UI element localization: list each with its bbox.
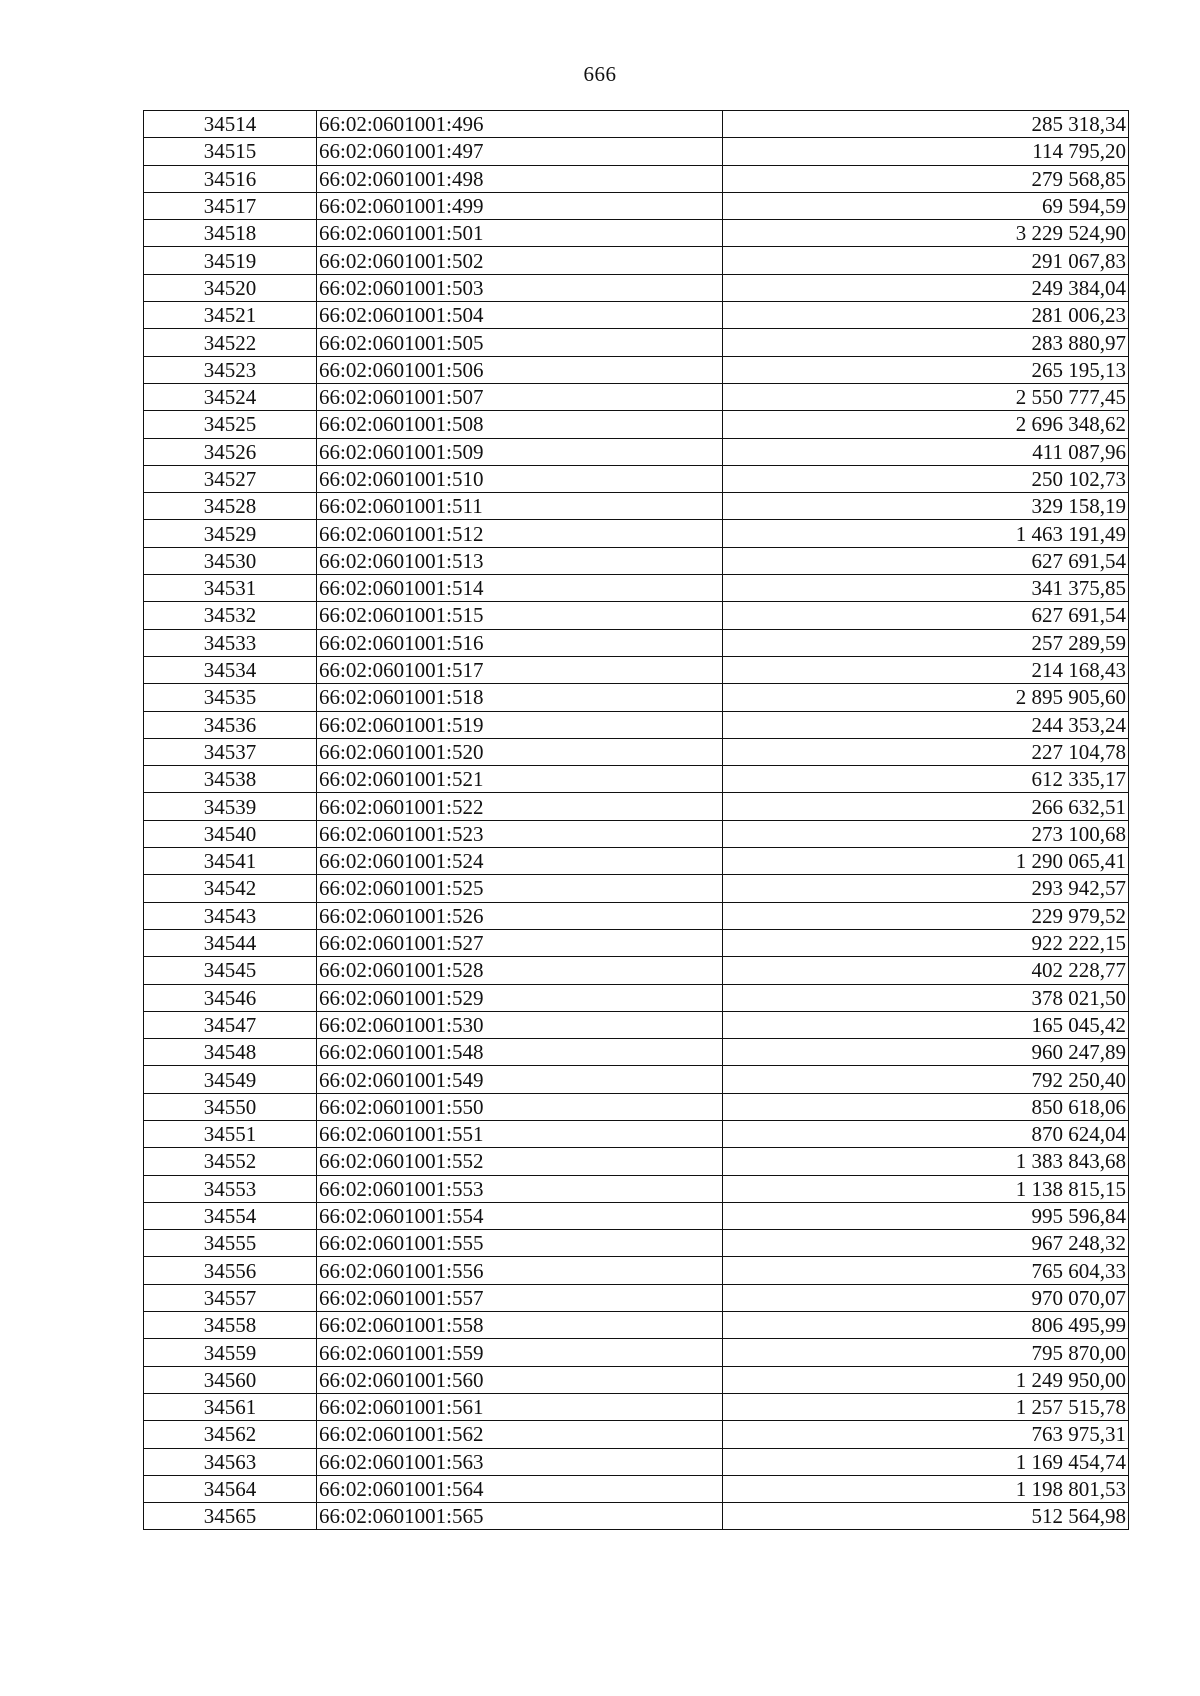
- row-number-cell: 34528: [144, 493, 317, 520]
- cadastral-value-cell: 627 691,54: [723, 602, 1129, 629]
- table-row: [144, 411, 1129, 438]
- cadastral-value-cell: 283 880,97: [723, 329, 1129, 356]
- table-row: [144, 875, 1129, 902]
- cadastral-number-cell: 66:02:0601001:509: [317, 438, 723, 465]
- cadastral-value-cell: 249 384,04: [723, 274, 1129, 301]
- table-row: [144, 984, 1129, 1011]
- cadastral-value-cell: 285 318,34: [723, 111, 1129, 138]
- cadastral-number-cell: 66:02:0601001:520: [317, 738, 723, 765]
- table-row: [144, 1039, 1129, 1066]
- row-number-cell: 34550: [144, 1093, 317, 1120]
- table-row: [144, 1284, 1129, 1311]
- cadastral-number-cell: 66:02:0601001:551: [317, 1120, 723, 1147]
- row-number-cell: 34548: [144, 1039, 317, 1066]
- cadastral-number-cell: 66:02:0601001:501: [317, 220, 723, 247]
- cadastral-number-cell: 66:02:0601001:526: [317, 902, 723, 929]
- cadastral-number-cell: 66:02:0601001:518: [317, 684, 723, 711]
- cadastral-number-cell: 66:02:0601001:510: [317, 465, 723, 492]
- cadastral-number-cell: 66:02:0601001:527: [317, 929, 723, 956]
- cadastral-number-cell: 66:02:0601001:556: [317, 1257, 723, 1284]
- table-row: [144, 302, 1129, 329]
- table-row: [144, 383, 1129, 410]
- row-number-cell: 34544: [144, 929, 317, 956]
- table-row: [144, 1312, 1129, 1339]
- table-row: [144, 1230, 1129, 1257]
- cadastral-number-cell: 66:02:0601001:552: [317, 1148, 723, 1175]
- cadastral-value-cell: 1 383 843,68: [723, 1148, 1129, 1175]
- cadastral-value-cell: 970 070,07: [723, 1284, 1129, 1311]
- cadastral-value-cell: 1 198 801,53: [723, 1475, 1129, 1502]
- cadastral-value-cell: 257 289,59: [723, 629, 1129, 656]
- cadastral-number-cell: 66:02:0601001:505: [317, 329, 723, 356]
- cadastral-number-cell: 66:02:0601001:512: [317, 520, 723, 547]
- cadastral-number-cell: 66:02:0601001:523: [317, 820, 723, 847]
- table-row: [144, 1421, 1129, 1448]
- cadastral-number-cell: 66:02:0601001:503: [317, 274, 723, 301]
- cadastral-number-cell: 66:02:0601001:498: [317, 165, 723, 192]
- cadastral-number-cell: 66:02:0601001:502: [317, 247, 723, 274]
- cadastral-value-cell: 1 249 950,00: [723, 1366, 1129, 1393]
- cadastral-value-cell: 214 168,43: [723, 656, 1129, 683]
- cadastral-value-cell: 165 045,42: [723, 1011, 1129, 1038]
- cadastral-number-cell: 66:02:0601001:553: [317, 1175, 723, 1202]
- table-body: [144, 111, 1129, 1530]
- table-row: [144, 1148, 1129, 1175]
- cadastral-value-cell: 244 353,24: [723, 711, 1129, 738]
- row-number-cell: 34516: [144, 165, 317, 192]
- table-row: [144, 547, 1129, 574]
- cadastral-number-cell: 66:02:0601001:507: [317, 383, 723, 410]
- table-row: [144, 1448, 1129, 1475]
- cadastral-number-cell: 66:02:0601001:522: [317, 793, 723, 820]
- table-row: [144, 356, 1129, 383]
- row-number-cell: 34556: [144, 1257, 317, 1284]
- cadastral-number-cell: 66:02:0601001:513: [317, 547, 723, 574]
- table-row: [144, 1339, 1129, 1366]
- row-number-cell: 34514: [144, 111, 317, 138]
- cadastral-value-cell: 273 100,68: [723, 820, 1129, 847]
- cadastral-value-cell: 411 087,96: [723, 438, 1129, 465]
- cadastral-value-cell: 265 195,13: [723, 356, 1129, 383]
- table-row: [144, 848, 1129, 875]
- cadastral-value-cell: 281 006,23: [723, 302, 1129, 329]
- cadastral-number-cell: 66:02:0601001:562: [317, 1421, 723, 1448]
- table-row: [144, 902, 1129, 929]
- row-number-cell: 34542: [144, 875, 317, 902]
- cadastral-number-cell: 66:02:0601001:554: [317, 1202, 723, 1229]
- cadastral-number-cell: 66:02:0601001:561: [317, 1393, 723, 1420]
- row-number-cell: 34554: [144, 1202, 317, 1229]
- row-number-cell: 34552: [144, 1148, 317, 1175]
- table-row: [144, 438, 1129, 465]
- cadastral-value-cell: 2 696 348,62: [723, 411, 1129, 438]
- cadastral-number-cell: 66:02:0601001:517: [317, 656, 723, 683]
- cadastral-value-cell: 1 138 815,15: [723, 1175, 1129, 1202]
- cadastral-value-cell: 763 975,31: [723, 1421, 1129, 1448]
- cadastral-value-cell: 2 550 777,45: [723, 383, 1129, 410]
- cadastral-value-cell: 1 463 191,49: [723, 520, 1129, 547]
- table-row: [144, 656, 1129, 683]
- cadastral-value-cell: 850 618,06: [723, 1093, 1129, 1120]
- cadastral-number-cell: 66:02:0601001:549: [317, 1066, 723, 1093]
- row-number-cell: 34536: [144, 711, 317, 738]
- row-number-cell: 34543: [144, 902, 317, 929]
- row-number-cell: 34525: [144, 411, 317, 438]
- cadastral-number-cell: 66:02:0601001:514: [317, 575, 723, 602]
- row-number-cell: 34533: [144, 629, 317, 656]
- cadastral-number-cell: 66:02:0601001:496: [317, 111, 723, 138]
- cadastral-value-cell: 3 229 524,90: [723, 220, 1129, 247]
- cadastral-number-cell: 66:02:0601001:508: [317, 411, 723, 438]
- table-row: [144, 1175, 1129, 1202]
- cadastral-value-cell: 329 158,19: [723, 493, 1129, 520]
- table-row: [144, 629, 1129, 656]
- cadastral-value-cell: 512 564,98: [723, 1503, 1129, 1530]
- table-row: [144, 247, 1129, 274]
- cadastral-value-cell: 612 335,17: [723, 766, 1129, 793]
- table-row: [144, 1011, 1129, 1038]
- cadastral-number-cell: 66:02:0601001:525: [317, 875, 723, 902]
- cadastral-number-cell: 66:02:0601001:528: [317, 957, 723, 984]
- table-row: [144, 1257, 1129, 1284]
- table-row: [144, 329, 1129, 356]
- cadastral-value-cell: 1 169 454,74: [723, 1448, 1129, 1475]
- row-number-cell: 34537: [144, 738, 317, 765]
- cadastral-number-cell: 66:02:0601001:563: [317, 1448, 723, 1475]
- cadastral-value-cell: 960 247,89: [723, 1039, 1129, 1066]
- row-number-cell: 34540: [144, 820, 317, 847]
- table-row: [144, 766, 1129, 793]
- row-number-cell: 34565: [144, 1503, 317, 1530]
- row-number-cell: 34561: [144, 1393, 317, 1420]
- cadastral-value-cell: 266 632,51: [723, 793, 1129, 820]
- table-row: [144, 274, 1129, 301]
- cadastral-value-cell: 378 021,50: [723, 984, 1129, 1011]
- row-number-cell: 34523: [144, 356, 317, 383]
- cadastral-value-cell: 627 691,54: [723, 547, 1129, 574]
- row-number-cell: 34535: [144, 684, 317, 711]
- table-row: [144, 1120, 1129, 1147]
- row-number-cell: 34560: [144, 1366, 317, 1393]
- row-number-cell: 34555: [144, 1230, 317, 1257]
- row-number-cell: 34522: [144, 329, 317, 356]
- table-row: [144, 1393, 1129, 1420]
- table-row: [144, 220, 1129, 247]
- table-row: [144, 793, 1129, 820]
- cadastral-number-cell: 66:02:0601001:519: [317, 711, 723, 738]
- cadastral-value-cell: 293 942,57: [723, 875, 1129, 902]
- row-number-cell: 34539: [144, 793, 317, 820]
- cadastral-number-cell: 66:02:0601001:565: [317, 1503, 723, 1530]
- cadastral-number-cell: 66:02:0601001:504: [317, 302, 723, 329]
- cadastral-number-cell: 66:02:0601001:558: [317, 1312, 723, 1339]
- row-number-cell: 34529: [144, 520, 317, 547]
- cadastral-number-cell: 66:02:0601001:516: [317, 629, 723, 656]
- table-row: [144, 929, 1129, 956]
- cadastral-value-cell: 922 222,15: [723, 929, 1129, 956]
- table-row: [144, 738, 1129, 765]
- table-row: [144, 1093, 1129, 1120]
- row-number-cell: 34527: [144, 465, 317, 492]
- table-row: [144, 465, 1129, 492]
- cadastral-value-cell: 402 228,77: [723, 957, 1129, 984]
- cadastral-value-cell: 765 604,33: [723, 1257, 1129, 1284]
- cadastral-value-table: [143, 110, 1129, 1530]
- table-row: [144, 1503, 1129, 1530]
- row-number-cell: 34547: [144, 1011, 317, 1038]
- cadastral-number-cell: 66:02:0601001:515: [317, 602, 723, 629]
- row-number-cell: 34563: [144, 1448, 317, 1475]
- cadastral-value-cell: 995 596,84: [723, 1202, 1129, 1229]
- table-row: [144, 711, 1129, 738]
- cadastral-value-cell: 114 795,20: [723, 138, 1129, 165]
- table-row: [144, 1475, 1129, 1502]
- cadastral-value-cell: 1 257 515,78: [723, 1393, 1129, 1420]
- cadastral-number-cell: 66:02:0601001:530: [317, 1011, 723, 1038]
- row-number-cell: 34517: [144, 192, 317, 219]
- row-number-cell: 34541: [144, 848, 317, 875]
- cadastral-value-cell: 229 979,52: [723, 902, 1129, 929]
- row-number-cell: 34534: [144, 656, 317, 683]
- row-number-cell: 34545: [144, 957, 317, 984]
- cadastral-number-cell: 66:02:0601001:521: [317, 766, 723, 793]
- table-row: [144, 192, 1129, 219]
- cadastral-number-cell: 66:02:0601001:499: [317, 192, 723, 219]
- cadastral-number-cell: 66:02:0601001:529: [317, 984, 723, 1011]
- row-number-cell: 34559: [144, 1339, 317, 1366]
- row-number-cell: 34531: [144, 575, 317, 602]
- row-number-cell: 34562: [144, 1421, 317, 1448]
- cadastral-number-cell: 66:02:0601001:559: [317, 1339, 723, 1366]
- table-row: [144, 165, 1129, 192]
- row-number-cell: 34515: [144, 138, 317, 165]
- row-number-cell: 34521: [144, 302, 317, 329]
- table-row: [144, 684, 1129, 711]
- table-row: [144, 820, 1129, 847]
- row-number-cell: 34549: [144, 1066, 317, 1093]
- cadastral-value-cell: 291 067,83: [723, 247, 1129, 274]
- cadastral-value-cell: 250 102,73: [723, 465, 1129, 492]
- cadastral-value-table-container: [143, 110, 1129, 1530]
- cadastral-number-cell: 66:02:0601001:557: [317, 1284, 723, 1311]
- cadastral-value-cell: 967 248,32: [723, 1230, 1129, 1257]
- cadastral-number-cell: 66:02:0601001:524: [317, 848, 723, 875]
- row-number-cell: 34557: [144, 1284, 317, 1311]
- table-row: [144, 1202, 1129, 1229]
- cadastral-number-cell: 66:02:0601001:506: [317, 356, 723, 383]
- page-number: 666: [583, 62, 617, 86]
- cadastral-number-cell: 66:02:0601001:560: [317, 1366, 723, 1393]
- cadastral-value-cell: 792 250,40: [723, 1066, 1129, 1093]
- table-row: [144, 493, 1129, 520]
- row-number-cell: 34520: [144, 274, 317, 301]
- row-number-cell: 34530: [144, 547, 317, 574]
- cadastral-number-cell: 66:02:0601001:550: [317, 1093, 723, 1120]
- row-number-cell: 34518: [144, 220, 317, 247]
- cadastral-value-cell: 2 895 905,60: [723, 684, 1129, 711]
- cadastral-number-cell: 66:02:0601001:511: [317, 493, 723, 520]
- cadastral-value-cell: 1 290 065,41: [723, 848, 1129, 875]
- cadastral-value-cell: 279 568,85: [723, 165, 1129, 192]
- table-row: [144, 520, 1129, 547]
- table-row: [144, 957, 1129, 984]
- table-row: [144, 602, 1129, 629]
- cadastral-value-cell: 227 104,78: [723, 738, 1129, 765]
- table-row: [144, 575, 1129, 602]
- row-number-cell: 34553: [144, 1175, 317, 1202]
- table-row: [144, 111, 1129, 138]
- row-number-cell: 34558: [144, 1312, 317, 1339]
- cadastral-number-cell: 66:02:0601001:497: [317, 138, 723, 165]
- row-number-cell: 34546: [144, 984, 317, 1011]
- table-row: [144, 1366, 1129, 1393]
- cadastral-number-cell: 66:02:0601001:555: [317, 1230, 723, 1257]
- cadastral-value-cell: 806 495,99: [723, 1312, 1129, 1339]
- row-number-cell: 34538: [144, 766, 317, 793]
- cadastral-value-cell: 69 594,59: [723, 192, 1129, 219]
- row-number-cell: 34524: [144, 383, 317, 410]
- row-number-cell: 34551: [144, 1120, 317, 1147]
- cadastral-number-cell: 66:02:0601001:548: [317, 1039, 723, 1066]
- row-number-cell: 34532: [144, 602, 317, 629]
- row-number-cell: 34564: [144, 1475, 317, 1502]
- table-row: [144, 138, 1129, 165]
- cadastral-value-cell: 870 624,04: [723, 1120, 1129, 1147]
- row-number-cell: 34526: [144, 438, 317, 465]
- cadastral-number-cell: 66:02:0601001:564: [317, 1475, 723, 1502]
- table-row: [144, 1066, 1129, 1093]
- cadastral-value-cell: 795 870,00: [723, 1339, 1129, 1366]
- row-number-cell: 34519: [144, 247, 317, 274]
- cadastral-value-cell: 341 375,85: [723, 575, 1129, 602]
